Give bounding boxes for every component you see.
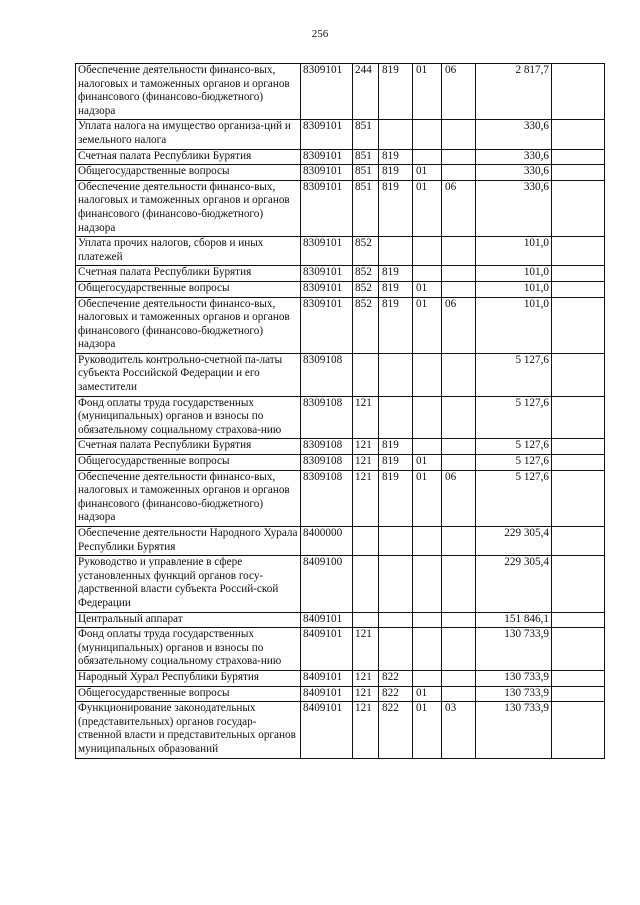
subsection-cell	[442, 628, 476, 671]
amount-cell: 151 846,1	[476, 612, 552, 628]
empty-cell	[552, 64, 605, 120]
subsection-cell	[442, 266, 476, 282]
ministry-code-cell: 819	[379, 470, 413, 526]
amount-cell: 101,0	[476, 237, 552, 266]
amount-cell: 130 733,9	[476, 628, 552, 671]
table-row	[76, 612, 605, 628]
page-number: 256	[311, 28, 329, 40]
amount-cell: 5 127,6	[476, 353, 552, 396]
section-cell: 01	[413, 165, 442, 181]
table-row	[76, 64, 605, 120]
ministry-code-cell: 819	[379, 180, 413, 236]
section-cell: 01	[413, 297, 442, 353]
expense-name-cell: Руководство и управление в сфере установленных функций органов госу-дарственной власти субъекта Россий-ской Федерации	[76, 556, 301, 612]
target-article-cell: 8309101	[301, 165, 353, 181]
target-article-cell: 8309101	[301, 266, 353, 282]
amount-cell: 130 733,9	[476, 670, 552, 686]
amount-cell: 330,6	[476, 180, 552, 236]
expense-type-cell: 121	[353, 455, 379, 471]
ministry-code-cell: 819	[379, 149, 413, 165]
section-cell: 01	[413, 180, 442, 236]
expense-name-cell: Центральный аппарат	[76, 612, 301, 628]
section-cell: 01	[413, 455, 442, 471]
subsection-cell	[442, 556, 476, 612]
ministry-code-cell	[379, 556, 413, 612]
expense-name-cell: Общегосударственные вопросы	[76, 455, 301, 471]
empty-cell	[552, 470, 605, 526]
ministry-code-cell: 819	[379, 439, 413, 455]
expense-type-cell: 121	[353, 702, 379, 758]
expense-name-cell: Обеспечение деятельности Народного Хурала Республики Бурятия	[76, 527, 301, 556]
expense-type-cell: 121	[353, 686, 379, 702]
section-cell	[413, 527, 442, 556]
ministry-code-cell: 819	[379, 455, 413, 471]
ministry-code-cell	[379, 353, 413, 396]
empty-cell	[552, 237, 605, 266]
expense-type-cell: 852	[353, 297, 379, 353]
subsection-cell	[442, 455, 476, 471]
table-row	[76, 439, 605, 455]
expense-name-cell: Фонд оплаты труда государственных (муниципальных) органов и взносы по обязательному социальному страхова-нию	[76, 628, 301, 671]
section-cell: 01	[413, 470, 442, 526]
subsection-cell	[442, 396, 476, 439]
target-article-cell: 8409101	[301, 628, 353, 671]
expense-type-cell: 851	[353, 180, 379, 236]
target-article-cell: 8309101	[301, 180, 353, 236]
table-body	[76, 64, 605, 759]
subsection-cell	[442, 120, 476, 149]
expense-name-cell: Уплата налога на имущество организа-ций и земельного налога	[76, 120, 301, 149]
target-article-cell: 8400000	[301, 527, 353, 556]
expense-type-cell: 121	[353, 628, 379, 671]
amount-cell: 330,6	[476, 149, 552, 165]
expense-name-cell: Народный Хурал Республики Бурятия	[76, 670, 301, 686]
expense-name-cell: Общегосударственные вопросы	[76, 165, 301, 181]
table-row	[76, 297, 605, 353]
table-row	[76, 670, 605, 686]
table-row	[76, 266, 605, 282]
section-cell: 01	[413, 686, 442, 702]
ministry-code-cell	[379, 237, 413, 266]
expense-name-cell: Общегосударственные вопросы	[76, 686, 301, 702]
empty-cell	[552, 556, 605, 612]
expense-name-cell: Обеспечение деятельности финансо-вых, налоговых и таможенных органов и органов финансового (финансово-бюджетного) надзора	[76, 297, 301, 353]
subsection-cell	[442, 281, 476, 297]
amount-cell: 101,0	[476, 281, 552, 297]
empty-cell	[552, 455, 605, 471]
ministry-code-cell: 819	[379, 165, 413, 181]
section-cell	[413, 120, 442, 149]
table-row	[76, 527, 605, 556]
target-article-cell: 8309101	[301, 237, 353, 266]
amount-cell: 2 817,7	[476, 64, 552, 120]
empty-cell	[552, 612, 605, 628]
amount-cell: 130 733,9	[476, 686, 552, 702]
table-row	[76, 628, 605, 671]
expense-type-cell: 852	[353, 281, 379, 297]
table-row	[76, 686, 605, 702]
section-cell	[413, 628, 442, 671]
amount-cell: 101,0	[476, 266, 552, 282]
empty-cell	[552, 628, 605, 671]
expense-type-cell: 121	[353, 470, 379, 526]
expense-type-cell	[353, 353, 379, 396]
expense-name-cell: Обеспечение деятельности финансо-вых, налоговых и таможенных органов и органов финансового (финансово-бюджетного) надзора	[76, 470, 301, 526]
subsection-cell	[442, 353, 476, 396]
expense-type-cell: 121	[353, 439, 379, 455]
ministry-code-cell	[379, 120, 413, 149]
table-row	[76, 455, 605, 471]
amount-cell: 330,6	[476, 165, 552, 181]
target-article-cell: 8409101	[301, 702, 353, 758]
expense-name-cell: Фонд оплаты труда государственных (муниципальных) органов и взносы по обязательному социальному страхова-нию	[76, 396, 301, 439]
empty-cell	[552, 266, 605, 282]
table-row	[76, 180, 605, 236]
amount-cell: 5 127,6	[476, 470, 552, 526]
subsection-cell: 06	[442, 64, 476, 120]
empty-cell	[552, 527, 605, 556]
expense-type-cell: 851	[353, 165, 379, 181]
expense-type-cell: 244	[353, 64, 379, 120]
ministry-code-cell: 822	[379, 702, 413, 758]
empty-cell	[552, 281, 605, 297]
table-row	[76, 702, 605, 758]
subsection-cell	[442, 237, 476, 266]
subsection-cell	[442, 686, 476, 702]
section-cell: 01	[413, 64, 442, 120]
subsection-cell	[442, 439, 476, 455]
section-cell: 01	[413, 702, 442, 758]
ministry-code-cell: 819	[379, 64, 413, 120]
ministry-code-cell	[379, 612, 413, 628]
expense-name-cell: Руководитель контрольно-счетной па-латы субъекта Российской Федерации и его заместители	[76, 353, 301, 396]
target-article-cell: 8309108	[301, 439, 353, 455]
empty-cell	[552, 353, 605, 396]
subsection-cell: 06	[442, 180, 476, 236]
target-article-cell: 8309108	[301, 470, 353, 526]
expense-name-cell: Функционирование законодательных (представительных) органов государ-ственной власти и представительных органов муниципальных образований	[76, 702, 301, 758]
ministry-code-cell: 819	[379, 266, 413, 282]
section-cell	[413, 439, 442, 455]
empty-cell	[552, 165, 605, 181]
expense-type-cell: 852	[353, 266, 379, 282]
target-article-cell: 8409101	[301, 670, 353, 686]
amount-cell: 5 127,6	[476, 439, 552, 455]
ministry-code-cell: 819	[379, 297, 413, 353]
table-row	[76, 470, 605, 526]
section-cell	[413, 266, 442, 282]
expense-type-cell	[353, 527, 379, 556]
expense-type-cell	[353, 556, 379, 612]
table-row	[76, 556, 605, 612]
expense-type-cell: 851	[353, 149, 379, 165]
target-article-cell: 8309101	[301, 281, 353, 297]
subsection-cell	[442, 670, 476, 686]
expense-name-cell: Счетная палата Республики Бурятия	[76, 266, 301, 282]
amount-cell: 5 127,6	[476, 455, 552, 471]
expense-name-cell: Обеспечение деятельности финансо-вых, налоговых и таможенных органов и органов финансового (финансово-бюджетного) надзора	[76, 180, 301, 236]
table-row	[76, 237, 605, 266]
table-row	[76, 396, 605, 439]
table-row	[76, 165, 605, 181]
ministry-code-cell	[379, 527, 413, 556]
target-article-cell: 8409101	[301, 612, 353, 628]
expense-type-cell: 121	[353, 670, 379, 686]
expense-name-cell: Уплата прочих налогов, сборов и иных платежей	[76, 237, 301, 266]
expense-type-cell: 852	[353, 237, 379, 266]
expense-name-cell: Общегосударственные вопросы	[76, 281, 301, 297]
amount-cell: 229 305,4	[476, 527, 552, 556]
table-row	[76, 149, 605, 165]
amount-cell: 5 127,6	[476, 396, 552, 439]
target-article-cell: 8309101	[301, 149, 353, 165]
subsection-cell	[442, 527, 476, 556]
empty-cell	[552, 439, 605, 455]
section-cell: 01	[413, 281, 442, 297]
subsection-cell: 03	[442, 702, 476, 758]
expense-type-cell: 121	[353, 396, 379, 439]
amount-cell: 130 733,9	[476, 702, 552, 758]
ministry-code-cell	[379, 628, 413, 671]
expense-name-cell: Счетная палата Республики Бурятия	[76, 149, 301, 165]
target-article-cell: 8309101	[301, 120, 353, 149]
empty-cell	[552, 297, 605, 353]
target-article-cell: 8409101	[301, 686, 353, 702]
table-row	[76, 120, 605, 149]
amount-cell: 229 305,4	[476, 556, 552, 612]
target-article-cell: 8309108	[301, 455, 353, 471]
empty-cell	[552, 396, 605, 439]
target-article-cell: 8409100	[301, 556, 353, 612]
budget-table	[75, 63, 605, 759]
expense-name-cell: Обеспечение деятельности финансо-вых, налоговых и таможенных органов и органов финансового (финансово-бюджетного) надзора	[76, 64, 301, 120]
section-cell	[413, 237, 442, 266]
ministry-code-cell: 819	[379, 281, 413, 297]
subsection-cell	[442, 612, 476, 628]
subsection-cell	[442, 165, 476, 181]
section-cell	[413, 612, 442, 628]
target-article-cell: 8309108	[301, 396, 353, 439]
empty-cell	[552, 149, 605, 165]
section-cell	[413, 353, 442, 396]
table-row	[76, 281, 605, 297]
subsection-cell: 06	[442, 470, 476, 526]
amount-cell: 330,6	[476, 120, 552, 149]
empty-cell	[552, 670, 605, 686]
empty-cell	[552, 120, 605, 149]
empty-cell	[552, 180, 605, 236]
ministry-code-cell: 822	[379, 686, 413, 702]
section-cell	[413, 556, 442, 612]
expense-type-cell: 851	[353, 120, 379, 149]
expense-type-cell	[353, 612, 379, 628]
section-cell	[413, 396, 442, 439]
subsection-cell: 06	[442, 297, 476, 353]
target-article-cell: 8309108	[301, 353, 353, 396]
section-cell	[413, 149, 442, 165]
ministry-code-cell	[379, 396, 413, 439]
expense-name-cell: Счетная палата Республики Бурятия	[76, 439, 301, 455]
target-article-cell: 8309101	[301, 297, 353, 353]
subsection-cell	[442, 149, 476, 165]
target-article-cell: 8309101	[301, 64, 353, 120]
empty-cell	[552, 686, 605, 702]
section-cell	[413, 670, 442, 686]
ministry-code-cell: 822	[379, 670, 413, 686]
amount-cell: 101,0	[476, 297, 552, 353]
table-row	[76, 353, 605, 396]
empty-cell	[552, 702, 605, 758]
